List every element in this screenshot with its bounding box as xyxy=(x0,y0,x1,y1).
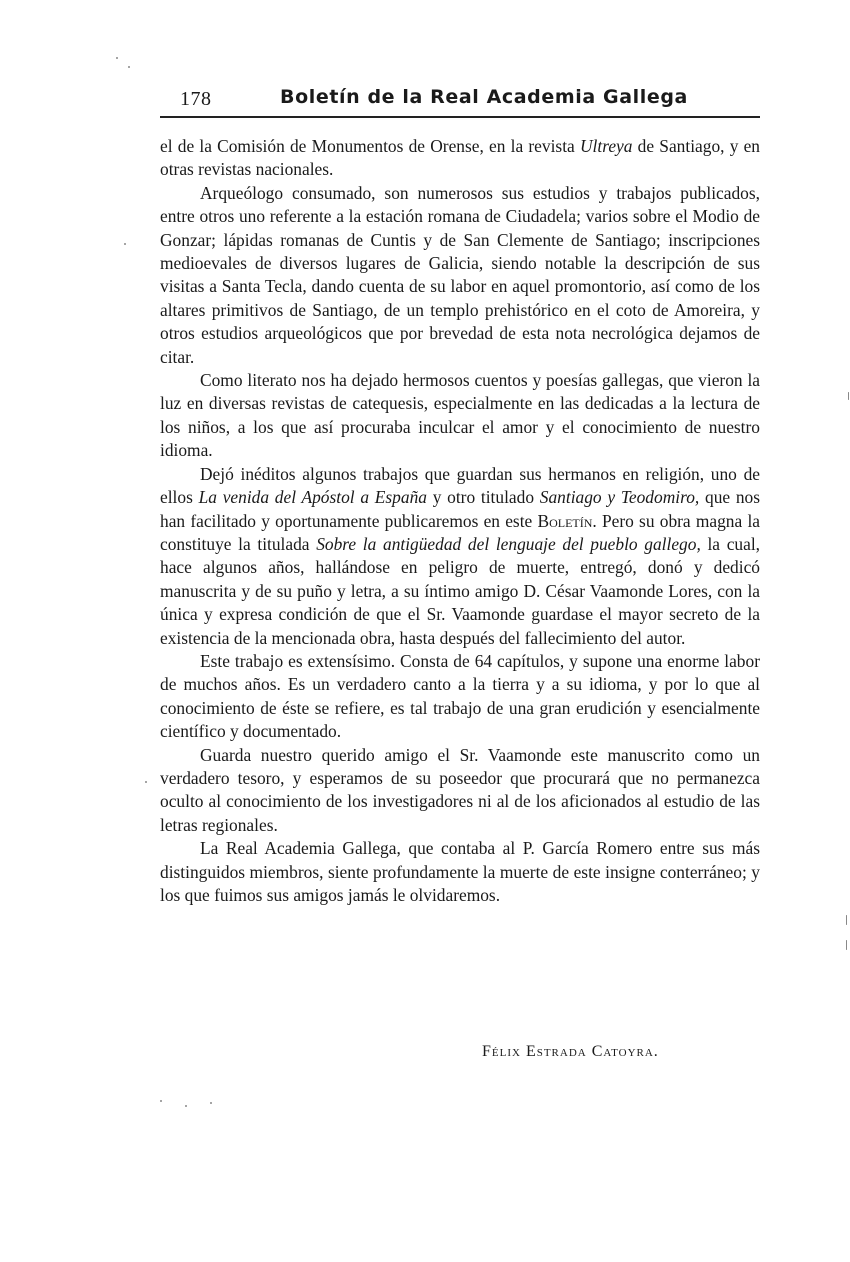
italic-title: La venida del Apóstol a España xyxy=(198,487,427,508)
scan-speck xyxy=(848,392,849,400)
scan-speck xyxy=(128,66,130,68)
scan-speck xyxy=(116,57,118,59)
text-run: y otro titulado xyxy=(426,487,540,508)
paragraph xyxy=(160,744,760,838)
scan-speck xyxy=(145,781,147,783)
italic-title: Santiago y Teodomiro, xyxy=(539,487,700,508)
text-run: la cual, hace algunos años, hallándose en peligro de muerte, entregó, donó y dedicó manuscrita y de su puño y letra, a su íntimo amigo D. César Vaamonde Lores, con la única y expresa condición de que el Sr. Vaamonde guardase el mayor secreto de la existencia de la mencionada obra, hasta después del fallecimiento del autor. xyxy=(160,533,761,648)
text-run: que nos han facilitado y oportunamente publicaremos en este xyxy=(160,487,761,531)
scan-speck xyxy=(160,1100,162,1102)
running-title: Boletín de la Real Academia Gallega xyxy=(280,86,688,108)
scan-speck xyxy=(210,1102,212,1104)
scan-speck xyxy=(185,1105,187,1107)
smallcaps-text: Boletín xyxy=(537,510,593,531)
author-signature: Félix Estrada Catoyra. xyxy=(482,1043,659,1060)
page-header xyxy=(160,86,760,118)
page-number: 178 xyxy=(180,88,212,110)
italic-title: Sobre la antigüedad del lenguaje del pueblo gallego, xyxy=(316,533,701,554)
scan-speck xyxy=(124,243,126,245)
text-run: La Real Academia Gallega, que contaba al P. García Romero entre sus más distinguidos miembros, siente profundamente la muerte de este insigne conterráneo; y los que fuimos sus amigos jamás le olvidaremos. xyxy=(160,838,760,905)
text-run: el de la Comisión de Monumentos de Orense, en la revista xyxy=(160,136,580,156)
text-run: . Pero su obra magna la constituye la titulada xyxy=(160,510,760,554)
text-run: Este trabajo es extensísimo. Consta de 64 capítulos, y supone una enorme labor de muchos años. Es un verdadero canto a la tierra y a su idioma, y por lo que al conocimiento de éste se refiere, es tal trabajo de una gran erudición y esencialmente científico y documentado. xyxy=(160,650,760,742)
paragraph xyxy=(160,837,760,907)
scan-speck xyxy=(846,915,847,925)
text-run: Dejó inéditos algunos trabajos que guardan sus hermanos en religión, uno de ellos xyxy=(160,463,760,508)
paragraph xyxy=(160,463,760,650)
text-run: Guarda nuestro querido amigo el Sr. Vaamonde este manuscrito como un verdadero tesoro, y esperamos de su poseedor que procurará que no permanezca oculto al conocimiento de los investigadores ni al de los aficionados al estudio de las letras regionales. xyxy=(160,744,760,835)
paragraph xyxy=(160,650,760,744)
body-text xyxy=(160,135,760,907)
paragraph xyxy=(160,135,760,182)
text-run: de Santiago, y en otras revistas nacionales. xyxy=(160,136,761,180)
scan-speck xyxy=(846,940,847,950)
text-run: Como literato nos ha dejado hermosos cuentos y poesías gallegas, que vieron la luz en diversas revistas de catequesis, especialmente en las dedicadas a la lectura de los niños, a los que así procuraba inculcar el amor y el conocimiento de nuestro idioma. xyxy=(160,370,760,461)
paragraph xyxy=(160,369,760,463)
text-run: Arqueólogo consumado, son numerosos sus estudios y trabajos publicados, entre otros uno referente a la estación romana de Ciudadela; varios sobre el Modio de Gonzar; lápidas romanas de Cuntis y de San Clemente de Santiago; inscripciones medioevales de diversos lugares de Galicia, siendo notable la descripción de sus visitas a Santa Tecla, dando cuenta de su labor en aquel promontorio, así como de los altares primitivos de Santiago, de un templo prehistórico en el coto de Amoreira, y otros estudios arqueológicos que por brevedad de esta nota necrológica dejamos de citar. xyxy=(160,182,760,367)
italic-title: Ultreya xyxy=(579,136,633,156)
paragraph xyxy=(160,182,760,369)
